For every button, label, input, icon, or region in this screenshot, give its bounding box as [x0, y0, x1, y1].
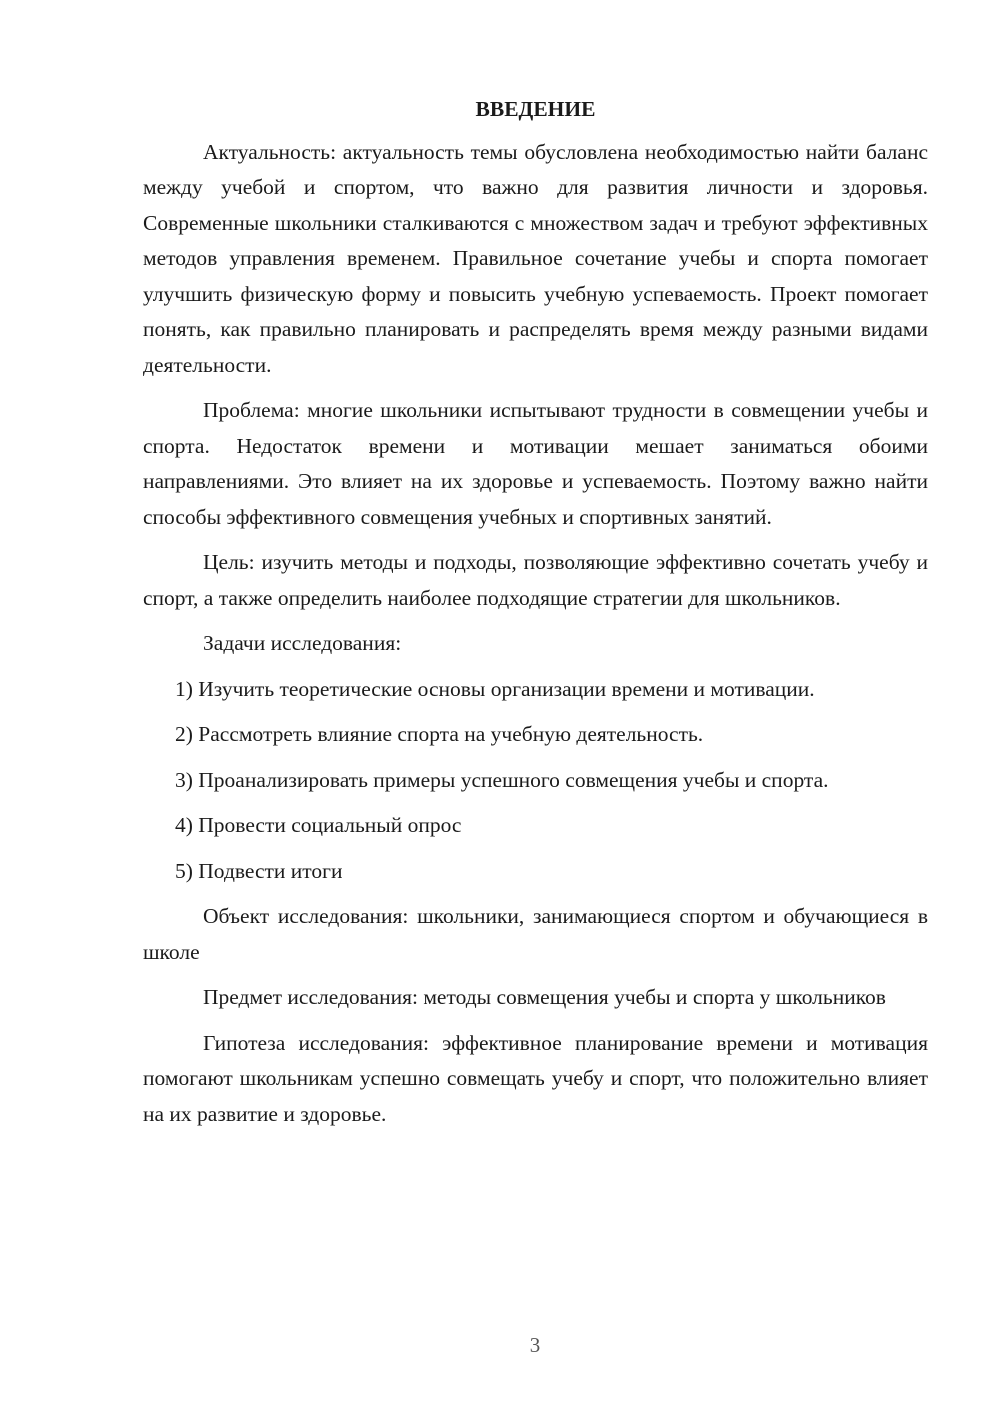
- list-item: 2) Рассмотреть влияние спорта на учебную деятельность.: [175, 722, 704, 746]
- list-item: 5) Подвести итоги: [175, 858, 343, 883]
- paragraph-relevance: Актуальность: актуальность темы обусловлена необходимостью найти баланс между учебой и спортом, что важно для развития личности и здоровья. Современные школьники сталкиваются с множеством задач и требуют эффективных методов управления временем. Правильное сочетание учебы и спорта помогает улучшить физическую форму и повысить учебную успеваемость. Проект помогает понять, как правильно планировать и распределять время между разными видами деятельности.: [143, 139, 928, 377]
- paragraph-object: Объект исследования: школьники, занимающиеся спортом и обучающиеся в школе: [143, 904, 928, 964]
- paragraph-goal: Цель: изучить методы и подходы, позволяющие эффективно сочетать учебу и спорт, а также определить наиболее подходящие стратегии для школьников.: [143, 550, 928, 610]
- list-item: 3) Проанализировать примеры успешного совмещения учебы и спорта.: [175, 767, 829, 792]
- list-item: 4) Провести социальный опрос: [175, 813, 462, 837]
- paragraph-problem: Проблема: многие школьники испытывают трудности в совмещении учебы и спорта. Недостаток времени и мотивации мешает заниматься обоими направлениями. Это влияет на их здоровье и успеваемость. Поэтому важно найти способы эффективного совмещения учебных и спортивных занятий.: [143, 398, 928, 529]
- tasks-list: [143, 672, 928, 890]
- tasks-heading: Задачи исследования:: [203, 631, 402, 655]
- section-title: ВВЕДЕНИЕ: [475, 97, 596, 121]
- paragraph-subject: Предмет исследования: методы совмещения учебы и спорта у школьников: [203, 985, 886, 1009]
- list-item: 1) Изучить теоретические основы организации времени и мотивации.: [175, 676, 815, 701]
- paragraph-hypothesis: Гипотеза исследования: эффективное планирование времени и мотивация помогают школьникам успешно совмещать учебу и спорт, что положительно влияет на их развитие и здоровье.: [143, 1030, 928, 1126]
- document-page: [143, 92, 928, 1142]
- page-number: 3: [529, 1333, 541, 1357]
